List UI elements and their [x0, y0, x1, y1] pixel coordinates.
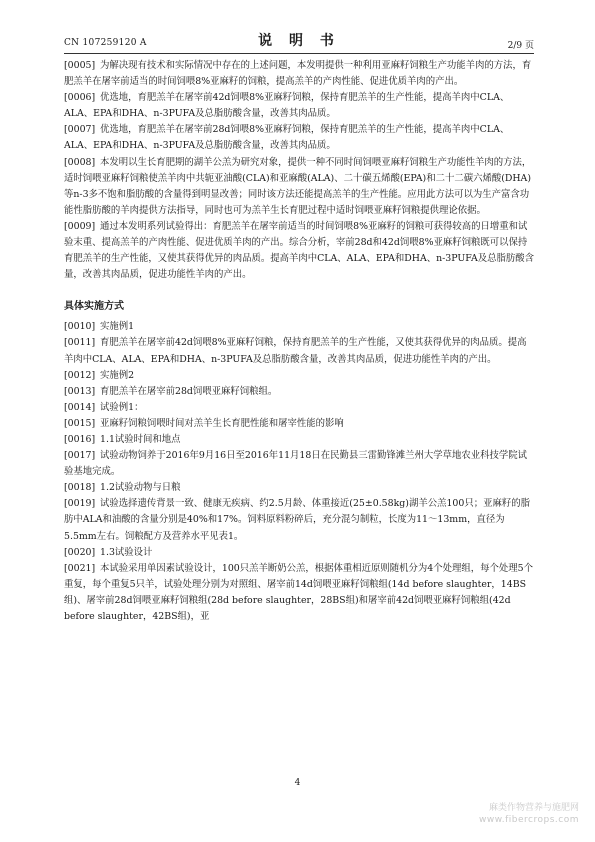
- paragraph-number: [0006]: [64, 92, 96, 104]
- paragraph-text: 为解决现有技术和实际情况中存在的上述问题，本发明提供一种利用亚麻籽饲粮生产功能羊肉的方法，育肥羔羊在屠宰前适当的时间饲喂8%亚麻籽的饲粮，提高羔羊的产肉性能、促进优质羊肉的产出。: [64, 60, 532, 88]
- paragraph-number: [0008]: [64, 156, 96, 168]
- paragraph-number: [0020]: [64, 546, 96, 558]
- paragraph: [64, 319, 534, 335]
- paragraph-number: [0009]: [64, 220, 96, 232]
- page-info: 2/9 页: [507, 41, 534, 51]
- paragraph-list-bottom: [64, 319, 534, 625]
- watermark-name: 麻类作物营养与施肥网: [488, 803, 579, 813]
- paragraph-text: 实施例2: [100, 369, 135, 381]
- paragraph-text: 育肥羔羊在屠宰前42d饲喂8%亚麻籽饲粮，保持育肥羔羊的生产性能，又使其获得优异的肉品质。提高羊肉中CLA、ALA、EPA和DHA、n-3PUFA及总脂肪酸含量，改善其肉品质，促进功能性羊肉的产出。: [64, 337, 527, 365]
- paragraph-list-top: [64, 58, 534, 283]
- paragraph-text: 试验例1：: [100, 401, 144, 413]
- paragraph-text: 本发明以生长育肥期的湖羊公羔为研究对象，提供一种不同时间饲喂亚麻籽饲粮生产功能性羊肉的方法，适时饲喂亚麻籽饲粮使羔羊肉中共轭亚油酸(CLA)和亚麻酸(ALA)、二十碳五烯酸(EPA)和二十二碳六烯酸(DHA)等n-3多不饱和脂肪酸的含量得到明显改善；同时该方法还能提高羔羊的生产性能。应用此方法可以为生产富含功能性脂肪酸的羊肉提供方法指导，同时也可为羔羊生长育肥过程中适时饲喂亚麻籽饲粮提供理论依据。: [64, 156, 532, 216]
- paragraph: [64, 448, 534, 480]
- paragraph: [64, 416, 534, 432]
- header-divider: [64, 53, 534, 54]
- paragraph-text: 1.3试验设计: [100, 546, 153, 558]
- paragraph-text: 育肥羔羊在屠宰前28d饲喂亚麻籽饲粮组。: [100, 385, 278, 397]
- site-watermark: [479, 802, 579, 826]
- watermark-url: www.fibercrops.com: [479, 815, 579, 825]
- paragraph: [64, 335, 534, 367]
- document-body: [64, 58, 534, 625]
- patent-number: CN 107259120 A: [64, 38, 147, 48]
- paragraph-text: 1.1试验时间和地点: [100, 433, 181, 445]
- paragraph: [64, 496, 534, 544]
- paragraph-number: [0019]: [64, 498, 96, 510]
- paragraph-text: 1.2试验动物与日粮: [100, 482, 181, 494]
- paragraph-text: 通过本发明系列试验得出：育肥羔羊在屠宰前适当的时间饲喂8%亚麻籽的饲粮可获得较高的日增重和试验末重、提高羔羊的产肉性能、促进优质羊肉的产出。综合分析，宰前28d和42d饲喂8%亚麻籽饲粮既可以保持育肥羔羊的生产性能，又使其获得优异的肉品质。提高羊肉中CLA、ALA、EPA和DHA、n-3PUFA及总脂肪酸含量，改善其肉品质，促进功能性羊肉的产出。: [64, 220, 535, 281]
- paragraph: [64, 90, 534, 122]
- paragraph-number: [0015]: [64, 417, 96, 429]
- page-header: [64, 30, 534, 52]
- paragraph: [64, 122, 534, 154]
- paragraph: [64, 368, 534, 384]
- section-heading: 具体实施方式: [64, 301, 124, 313]
- paragraph-text: 优选地，育肥羔羊在屠宰前28d饲喂8%亚麻籽饲粮，保持育肥羔羊的生产性能，提高羊肉中CLA、ALA、EPA和DHA、n-3PUFA及总脂肪酸含量，改善其肉品质。: [64, 124, 510, 152]
- paragraph-text: 优选地，育肥羔羊在屠宰前42d饲喂8%亚麻籽饲粮，保持育肥羔羊的生产性能，提高羊肉中CLA、ALA、EPA和DHA、n-3PUFA及总脂肪酸含量，改善其肉品质。: [64, 92, 510, 120]
- paragraph: [64, 58, 534, 90]
- paragraph-number: [0018]: [64, 482, 96, 494]
- paragraph: [64, 545, 534, 561]
- page-number: 4: [294, 778, 301, 788]
- paragraph-number: [0011]: [64, 337, 96, 349]
- paragraph: [64, 400, 534, 416]
- paragraph-number: [0005]: [64, 60, 96, 71]
- paragraph-text: 试验选择遗传背景一致、健康无疾病、约2.5月龄、体重接近(25±0.58kg)湖羊公羔100只；亚麻籽的脂肪中ALA和油酸的含量分别是40%和17%。饲料原料粉碎后，充分混匀制粒，长度为11～13mm，直径为5.5mm左右。饲粮配方及营养水平见表1。: [64, 498, 530, 542]
- paragraph-number: [0010]: [64, 321, 96, 333]
- paragraph-text: 亚麻籽饲粮饲喂时间对羔羊生长育肥性能和屠宰性能的影响: [100, 417, 344, 429]
- paragraph: [64, 432, 534, 448]
- paragraph: [64, 155, 534, 219]
- paragraph: [64, 219, 534, 283]
- paragraph-number: [0021]: [64, 562, 96, 574]
- paragraph-number: [0013]: [64, 385, 96, 397]
- paragraph-text: 本试验采用单因素试验设计，100只羔羊断奶公羔，根据体重相近原则随机分为4个处理组，每个处理5个重复，每个重复5只羊，试验处理分别为对照组、屠宰前14d饲喂亚麻籽饲粮组(14d before slaughter，14BS组)、屠宰前28d饲喂亚麻籽饲粮组(28d before slaughter，28BS组)和屠宰前42d饲喂亚麻籽饲粮组(42d before slaughter，42BS组)，亚: [64, 562, 533, 622]
- paragraph-number: [0012]: [64, 369, 96, 381]
- paragraph: [64, 384, 534, 400]
- paragraph-number: [0014]: [64, 401, 96, 413]
- document-title: 说 明 书: [258, 33, 340, 49]
- paragraph-text: 试验动物饲养于2016年9月16日至2016年11月18日在民勤县三雷勤锋滩兰州大学草地农业科技学院试验基地完成。: [64, 450, 527, 478]
- paragraph-number: [0007]: [64, 124, 96, 136]
- paragraph-number: [0017]: [64, 450, 96, 462]
- paragraph: [64, 480, 534, 496]
- paragraph-number: [0016]: [64, 433, 96, 445]
- paragraph: [64, 561, 534, 625]
- paragraph-text: 实施例1: [100, 321, 135, 333]
